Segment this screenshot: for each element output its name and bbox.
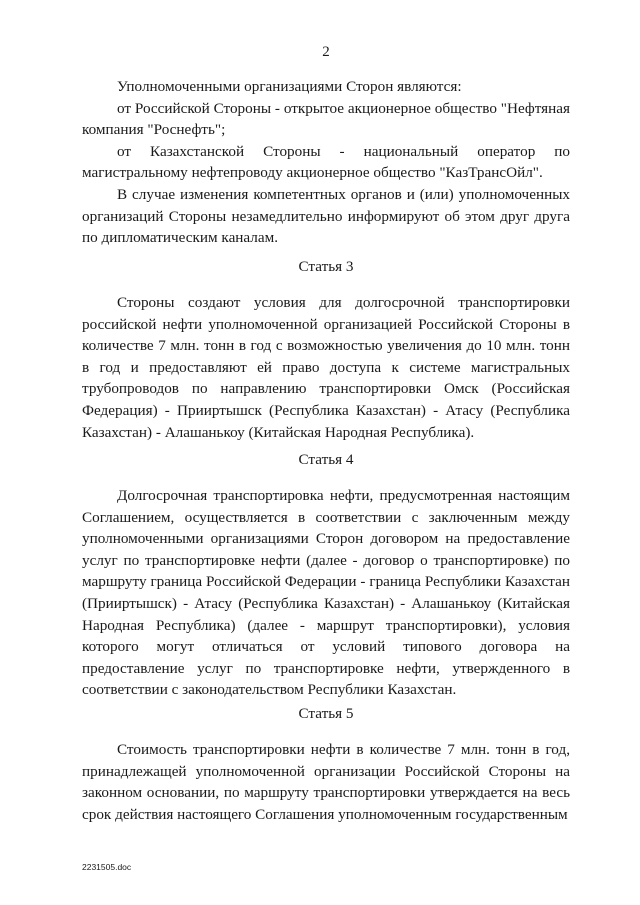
article-4-paragraph: Долгосрочная транспортировка нефти, предусмотренная настоящим Соглашением, осуществляется в соответствии с заключенным между уполномоченными организациями Сторон договором на предоставление услуг по транспортировке нефти (далее - договор о транспортировке) по маршруту граница Российской Федерации - граница Республики Казахстан (Прииртышск) - Атасу (Республика Казахстан) - Алашанькоу (Китайская Народная Республика) (далее - маршрут транспортировки), условия которого могут отличаться от условий типового договора на предоставление услуг по транспортировке нефти, утвержденного в соответствии с законодательством Республики Казахстан. xyxy=(82,487,570,699)
article-3-paragraph: Стороны создают условия для долгосрочной транспортировки российской нефти уполномоченной организацией Российской Стороны в количестве 7 млн. тонн в год с возможностью увеличения до 10 млн. тонн в год и предоставляют ей право доступа к системе магистральных трубопроводов по направлению транспортировки Омск (Российская Федерация) - Прииртышск (Республика Казахстан) - Атасу (Республика Казахстан) - Алашанькоу (Китайская Народная Республика). xyxy=(82,294,570,441)
article-4-heading: Статья 4 xyxy=(298,451,354,468)
intro-paragraph-3: от Казахстанской Стороны - национальный оператор по магистральному нефтепроводу акционерное общество "КазТрансОйл". xyxy=(82,142,570,182)
article-5-body xyxy=(82,739,570,825)
intro-paragraph-2: от Российской Стороны - открытое акционерное общество "Нефтяная компания "Роснефть"; xyxy=(82,99,570,139)
intro-section xyxy=(82,76,570,249)
page-number: 2 xyxy=(322,44,330,60)
intro-paragraph-1: Уполномоченными организациями Сторон являются: xyxy=(117,78,462,95)
article-3-body xyxy=(82,292,570,443)
intro-paragraph-4: В случае изменения компетентных органов и (или) уполномоченных организаций Стороны незамедлительно информируют об этом друг друга по дипломатическим каналам. xyxy=(82,185,570,247)
article-3-heading: Статья 3 xyxy=(298,258,354,275)
article-5-paragraph: Стоимость транспортировки нефти в количестве 7 млн. тонн в год, принадлежащей уполномоченной организации Российской Стороны на законном основании, по маршруту транспортировки утверждается на весь срок действия настоящего Соглашения уполномоченным государственным xyxy=(82,741,570,823)
article-5-heading: Статья 5 xyxy=(298,705,354,722)
file-name-footer: 2231505.doc xyxy=(82,862,132,872)
article-4-body xyxy=(82,485,570,701)
